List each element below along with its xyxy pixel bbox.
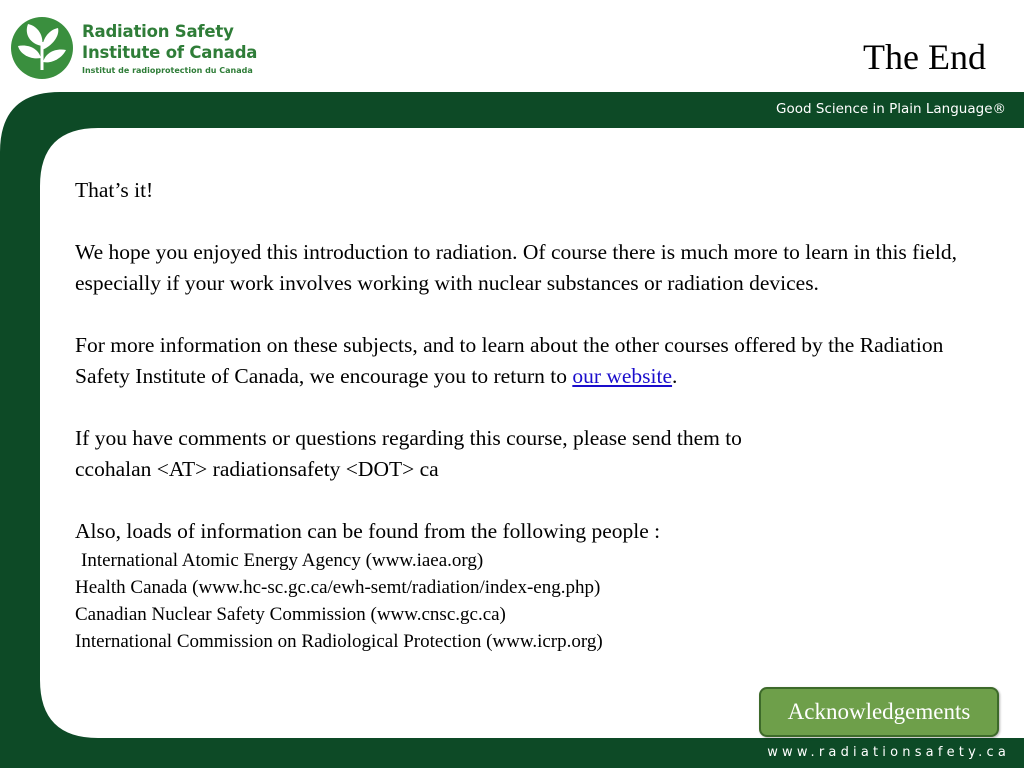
- org-name-line1: Radiation Safety: [82, 22, 234, 41]
- resource-list: [75, 547, 980, 655]
- slide-title: The End: [863, 37, 986, 77]
- contact-email: ccohalan <AT> radiationsafety <DOT> ca: [75, 457, 439, 481]
- website-link[interactable]: our website: [572, 364, 673, 388]
- resource-item: International Atomic Energy Agency (www.iaea.org): [81, 550, 484, 571]
- leaf-logo-icon: [10, 16, 74, 80]
- tagline: Good Science in Plain Language®: [776, 101, 1006, 117]
- org-name-french: Institut de radioprotection du Canada: [82, 66, 253, 75]
- contact-text: If you have comments or questions regarding this course, please send them to: [75, 426, 742, 450]
- paragraph-more-info: [75, 330, 980, 392]
- org-logo: [10, 16, 258, 82]
- more-info-period: .: [672, 364, 678, 388]
- footer-website: www.radiationsafety.ca: [767, 745, 1010, 760]
- resource-item: Health Canada (www.hc-sc.gc.ca/ewh-semt/radiation/index-eng.php): [75, 577, 601, 598]
- acknowledgements-button[interactable]: Acknowledgements: [759, 687, 999, 737]
- paragraph-intro-radiation: We hope you enjoyed this introduction to radiation. Of course there is much more to learn in this field, especially if your work involves working with nuclear substances or radiation devices.: [75, 240, 957, 295]
- slide-body: [75, 175, 980, 655]
- resource-item: International Commission on Radiological Protection (www.icrp.org): [75, 631, 603, 652]
- intro-text: That’s it!: [75, 178, 154, 202]
- more-info-text: For more information on these subjects, and to learn about the other courses offered by the Radiation Safety Institute of Canada, we encourage you to return to: [75, 333, 944, 388]
- paragraph-resources: Also, loads of information can be found from the following people :: [75, 519, 661, 543]
- org-name-line2: Institute of Canada: [82, 43, 258, 62]
- paragraph-contact: [75, 423, 980, 485]
- resource-item: Canadian Nuclear Safety Commission (www.cnsc.gc.ca): [75, 604, 506, 625]
